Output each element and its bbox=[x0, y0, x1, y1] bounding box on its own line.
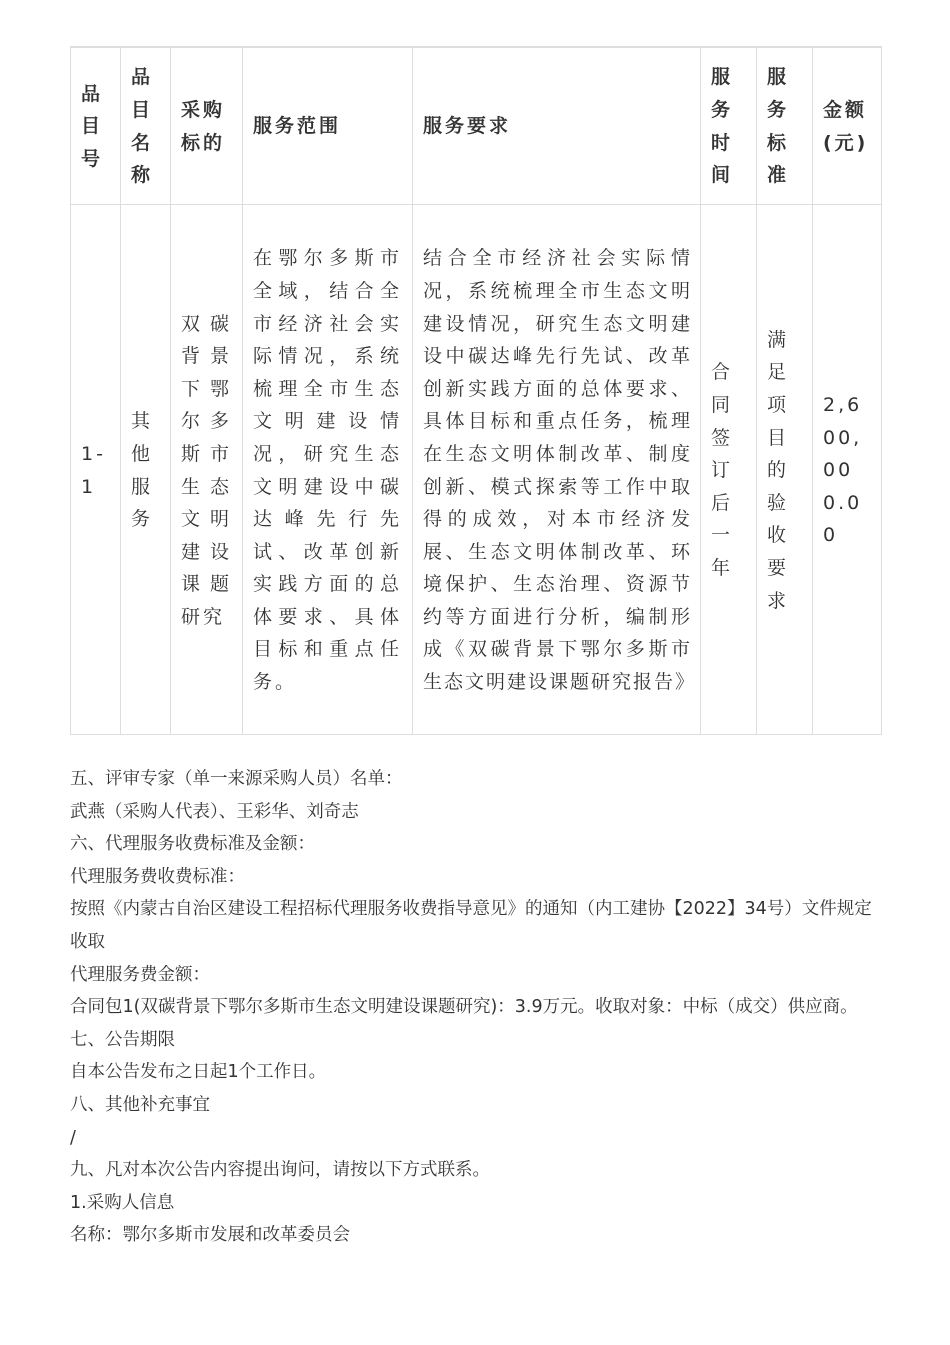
procurement-items-table bbox=[70, 46, 882, 735]
header-requirement: 服务要求 bbox=[413, 47, 701, 205]
cell-period: 合同签订后一年 bbox=[701, 205, 757, 735]
expert-names: 武燕（采购人代表）、王彩华、刘奇志 bbox=[70, 801, 359, 822]
purchaser-name: 名称：鄂尔多斯市发展和改革委员会 bbox=[70, 1225, 350, 1246]
cell-amount: 2,600,000.00 bbox=[813, 205, 882, 735]
header-scope: 服务范围 bbox=[243, 47, 413, 205]
header-period: 服务时间 bbox=[701, 47, 757, 205]
header-amount: 金额(元) bbox=[813, 47, 882, 205]
cell-item-no: 1-1 bbox=[71, 205, 121, 735]
cell-item-name: 其他服务 bbox=[121, 205, 171, 735]
header-target: 采购标的 bbox=[171, 47, 243, 205]
fee-amount-label: 代理服务费金额： bbox=[70, 964, 210, 985]
notice-period-text: 自本公告发布之日起1个工作日。 bbox=[70, 1062, 327, 1083]
header-item-name: 品目名称 bbox=[121, 47, 171, 205]
supplementary-text: / bbox=[70, 1127, 76, 1148]
section-9-title: 九、凡对本次公告内容提出询问，请按以下方式联系。 bbox=[70, 1160, 490, 1181]
cell-scope: 在鄂尔多斯市全域，结合全市经济社会实际情况，系统梳理全市生态文明建设情况，研究生态文明建设中碳达峰先行先试、改革创新实践方面的总体要求、具体目标和重点任务。 bbox=[243, 205, 413, 735]
header-standard: 服务标准 bbox=[757, 47, 813, 205]
section-6-title: 六、代理服务收费标准及金额： bbox=[70, 834, 315, 855]
section-8-title: 八、其他补充事宜 bbox=[70, 1094, 210, 1115]
table-header-row bbox=[71, 47, 882, 205]
fee-standard-label: 代理服务费收费标准： bbox=[70, 866, 245, 887]
fee-amount-text: 合同包1(双碳背景下鄂尔多斯市生态文明建设课题研究)：3.9万元。收取对象：中标（成交）供应商。 bbox=[70, 997, 858, 1018]
announcement-body bbox=[70, 763, 885, 1252]
header-item-no: 品目号 bbox=[71, 47, 121, 205]
section-7-title: 七、公告期限 bbox=[70, 1029, 175, 1050]
purchaser-info-heading: 1.采购人信息 bbox=[70, 1192, 175, 1213]
cell-target: 双碳背景下鄂尔多斯市生态文明建设课题研究 bbox=[171, 205, 243, 735]
cell-requirement: 结合全市经济社会实际情况，系统梳理全市生态文明建设情况，研究生态文明建设中碳达峰先行先试、改革创新实践方面的总体要求、具体目标和重点任务，梳理在生态文明体制改革、制度创新、模式探索等工作中取得的成效，对本市经济发展、生态文明体制改革、环境保护、生态治理、资源节约等方面进行分析，编制形成《双碳背景下鄂尔多斯市生态文明建设课题研究报告》 bbox=[413, 205, 701, 735]
procurement-document bbox=[70, 46, 881, 735]
section-5-title: 五、评审专家（单一来源采购人员）名单： bbox=[70, 769, 403, 789]
fee-standard-text: 按照《内蒙古自治区建设工程招标代理服务收费指导意见》的通知（内工建协【2022】34号）文件规定收取 bbox=[70, 899, 872, 952]
table-row bbox=[71, 205, 882, 735]
cell-standard: 满足项目的验收要求 bbox=[757, 205, 813, 735]
